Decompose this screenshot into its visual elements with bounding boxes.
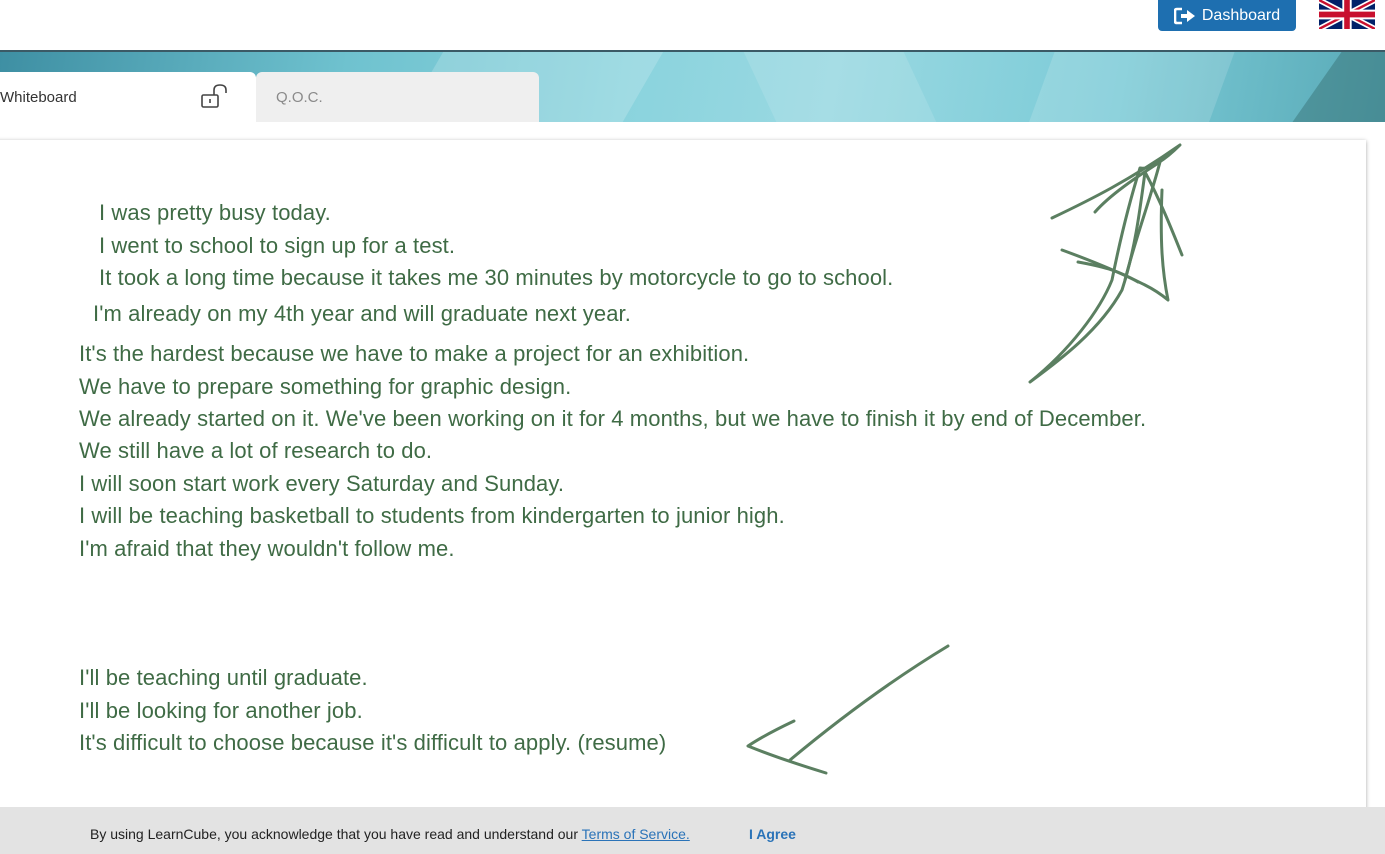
whiteboard-text-line: I'll be looking for another job. bbox=[79, 698, 363, 723]
whiteboard-text-line: It's the hardest because we have to make a project for an exhibition. bbox=[79, 341, 750, 366]
cookie-notice-text bbox=[90, 826, 690, 842]
tab-whiteboard-label: Whiteboard bbox=[0, 88, 77, 106]
sign-out-icon bbox=[1174, 7, 1196, 25]
tab-qoc-label: Q.O.C. bbox=[276, 88, 323, 106]
top-bar bbox=[0, 0, 1385, 50]
whiteboard-text-line: I'm afraid that they wouldn't follow me. bbox=[79, 536, 455, 561]
dashboard-button[interactable] bbox=[1158, 0, 1296, 31]
cookie-notice bbox=[0, 807, 1385, 854]
whiteboard-text-line: I was pretty busy today. bbox=[99, 200, 331, 225]
cookie-message: By using LearnCube, you acknowledge that you have read and understand our bbox=[90, 826, 579, 842]
whiteboard-text-line: I will soon start work every Saturday and Sunday. bbox=[79, 471, 565, 496]
whiteboard-text-line: It took a long time because it takes me 30 minutes by motorcycle to go to school. bbox=[99, 265, 894, 290]
unlock-icon[interactable] bbox=[200, 84, 230, 110]
tab-whiteboard[interactable] bbox=[0, 72, 256, 122]
uk-flag-icon[interactable] bbox=[1319, 0, 1375, 29]
terms-of-service-link[interactable]: Terms of Service. bbox=[581, 826, 690, 842]
dashboard-label: Dashboard bbox=[1201, 6, 1281, 24]
whiteboard-text-line: It's difficult to choose because it's difficult to apply. (resume) bbox=[79, 730, 667, 755]
whiteboard-text-line: I'm already on my 4th year and will graduate next year. bbox=[93, 301, 631, 326]
whiteboard-text-line: I will be teaching basketball to students from kindergarten to junior high. bbox=[79, 503, 785, 528]
whiteboard-text-line: We already started on it. We've been working on it for 4 months, but we have to finish it by end of December. bbox=[79, 406, 1147, 431]
i-agree-button[interactable]: I Agree bbox=[749, 826, 796, 842]
whiteboard-text-line: I'll be teaching until graduate. bbox=[79, 665, 368, 690]
whiteboard-text-line: I went to school to sign up for a test. bbox=[99, 233, 456, 258]
whiteboard-text-line: We have to prepare something for graphic design. bbox=[79, 374, 572, 399]
tab-qoc[interactable] bbox=[256, 72, 539, 122]
whiteboard-text-line: We still have a lot of research to do. bbox=[79, 438, 433, 463]
